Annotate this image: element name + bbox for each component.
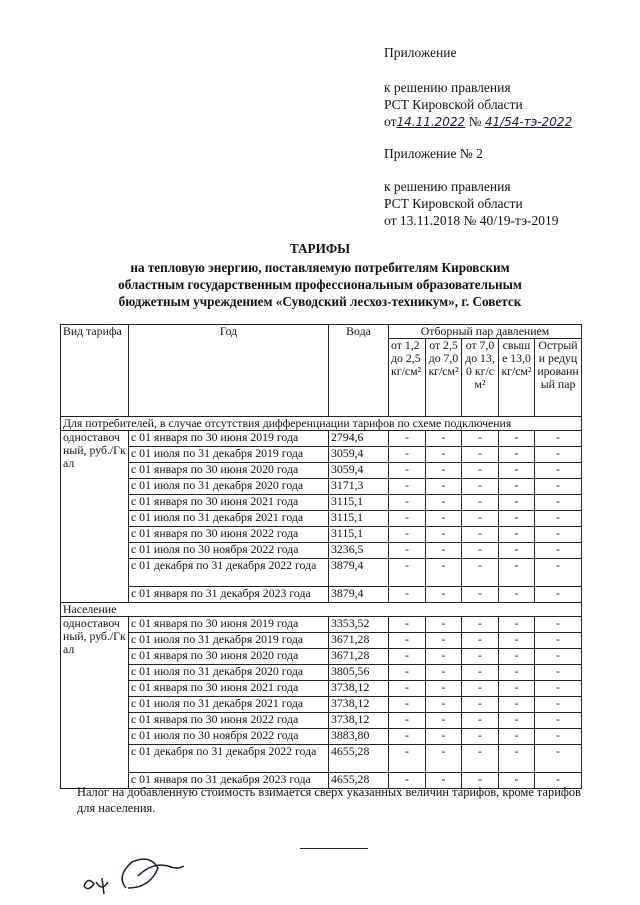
appendix-2-label: Приложение № 2 [384, 146, 483, 161]
steam-tariff-cell: - [426, 745, 462, 773]
steam-tariff-cell: - [462, 773, 499, 789]
water-tariff-cell: 3115,1 [329, 511, 389, 527]
decision-date-line [384, 113, 572, 131]
title-line-2: областным государственным профессиональным образовательным [118, 277, 522, 292]
table-row [61, 713, 582, 729]
steam-tariff-cell: - [535, 559, 582, 587]
appendix-label: Приложение [384, 45, 457, 60]
steam-tariff-cell: - [499, 649, 535, 665]
period-cell: с 01 июля по 30 ноября 2022 года [129, 729, 329, 745]
table-row [61, 527, 582, 543]
handwritten-signature [80, 848, 190, 898]
steam-tariff-cell: - [499, 681, 535, 697]
table-row [61, 559, 582, 587]
signature-rule [300, 848, 368, 849]
steam-tariff-cell: - [426, 665, 462, 681]
steam-tariff-cell: - [426, 559, 462, 587]
steam-tariff-cell: - [426, 587, 462, 603]
water-tariff-cell: 2794,6 [329, 431, 389, 447]
section-title: Для потребителей, в случае отсутствия дифференциации тарифов по схеме подключения [61, 417, 582, 431]
decision-line-2: к решению правления [384, 179, 511, 194]
period-cell: с 01 января по 30 июня 2021 года [129, 495, 329, 511]
handwritten-date: 14.11.2022 [396, 115, 466, 129]
period-cell: с 01 января по 31 декабря 2023 года [129, 773, 329, 789]
steam-tariff-cell: - [499, 559, 535, 587]
steam-tariff-cell: - [499, 697, 535, 713]
header-pressure-2: от 2,5 до 7,0 кг/см² [426, 339, 462, 417]
steam-tariff-cell: - [499, 431, 535, 447]
steam-tariff-cell: - [462, 495, 499, 511]
steam-tariff-cell: - [499, 527, 535, 543]
steam-tariff-cell: - [535, 729, 582, 745]
table-row [61, 587, 582, 603]
steam-tariff-cell: - [535, 773, 582, 789]
water-tariff-cell: 3883,80 [329, 729, 389, 745]
vat-note: Налог на добавленную стоимость взимается сверх указанных величин тарифов, кроме тарифов для населения. [77, 785, 581, 815]
table-row [61, 681, 582, 697]
water-tariff-cell: 4655,28 [329, 773, 389, 789]
steam-tariff-cell: - [499, 495, 535, 511]
steam-tariff-cell: - [535, 697, 582, 713]
steam-tariff-cell: - [389, 463, 426, 479]
steam-tariff-cell: - [535, 713, 582, 729]
steam-tariff-cell: - [389, 713, 426, 729]
steam-tariff-cell: - [426, 447, 462, 463]
steam-tariff-cell: - [389, 559, 426, 587]
water-tariff-cell: 3671,28 [329, 633, 389, 649]
steam-tariff-cell: - [499, 447, 535, 463]
section-title: Население [61, 603, 582, 617]
water-tariff-cell: 3059,4 [329, 463, 389, 479]
steam-tariff-cell: - [389, 511, 426, 527]
water-tariff-cell: 3738,12 [329, 681, 389, 697]
steam-tariff-cell: - [535, 617, 582, 633]
water-tariff-cell: 3879,4 [329, 559, 389, 587]
water-tariff-cell: 3171,3 [329, 479, 389, 495]
decision-line: к решению правления [384, 80, 511, 95]
steam-tariff-cell: - [426, 431, 462, 447]
decision-ref-line: от 13.11.2018 № 40/19-тэ-2019 [384, 213, 559, 228]
steam-tariff-cell: - [426, 495, 462, 511]
period-cell: с 01 января по 30 июня 2020 года [129, 463, 329, 479]
period-cell: с 01 декабря по 31 декабря 2022 года [129, 745, 329, 773]
steam-tariff-cell: - [426, 479, 462, 495]
steam-tariff-cell: - [499, 729, 535, 745]
table-row [61, 495, 582, 511]
steam-tariff-cell: - [389, 447, 426, 463]
steam-tariff-cell: - [499, 479, 535, 495]
water-tariff-cell: 3353,52 [329, 617, 389, 633]
steam-tariff-cell: - [462, 713, 499, 729]
header-pressure-3: от 7,0 до 13,0 кг/см² [462, 339, 499, 417]
header-year: Год [129, 325, 329, 417]
water-tariff-cell: 3115,1 [329, 495, 389, 511]
tariff-table [60, 324, 582, 789]
steam-tariff-cell: - [535, 479, 582, 495]
header-pressure-4: свыше 13,0 кг/см² [499, 339, 535, 417]
steam-tariff-cell: - [535, 431, 582, 447]
steam-tariff-cell: - [499, 713, 535, 729]
steam-tariff-cell: - [462, 479, 499, 495]
steam-tariff-cell: - [462, 511, 499, 527]
period-cell: с 01 июля по 31 декабря 2021 года [129, 697, 329, 713]
steam-tariff-cell: - [462, 587, 499, 603]
period-cell: с 01 июля по 31 декабря 2021 года [129, 511, 329, 527]
steam-tariff-cell: - [389, 729, 426, 745]
steam-tariff-cell: - [499, 773, 535, 789]
tariff-kind-cell: одноставочный, руб./Гкал [61, 617, 129, 789]
table-row [61, 431, 582, 447]
steam-tariff-cell: - [462, 681, 499, 697]
period-cell: с 01 июля по 30 ноября 2022 года [129, 543, 329, 559]
steam-tariff-cell: - [462, 527, 499, 543]
steam-tariff-cell: - [535, 447, 582, 463]
header-water: Вода [329, 325, 389, 417]
period-cell: с 01 января по 30 июня 2019 года [129, 617, 329, 633]
steam-tariff-cell: - [499, 633, 535, 649]
steam-tariff-cell: - [535, 495, 582, 511]
steam-tariff-cell: - [499, 665, 535, 681]
steam-tariff-cell: - [389, 697, 426, 713]
table-row [61, 665, 582, 681]
steam-tariff-cell: - [535, 649, 582, 665]
water-tariff-cell: 3236,5 [329, 543, 389, 559]
steam-tariff-cell: - [535, 527, 582, 543]
water-tariff-cell: 3879,4 [329, 587, 389, 603]
water-tariff-cell: 3059,4 [329, 447, 389, 463]
header-pressure-1: от 1,2 до 2,5 кг/см² [389, 339, 426, 417]
steam-tariff-cell: - [389, 773, 426, 789]
table-row [61, 617, 582, 633]
number-sign: № [468, 114, 482, 129]
table-row [61, 447, 582, 463]
title-line-1: на тепловую энергию, поставляемую потребителям Кировским [130, 260, 510, 275]
authority-line: РСТ Кировской области [384, 97, 523, 112]
water-tariff-cell: 3805,56 [329, 665, 389, 681]
steam-tariff-cell: - [499, 617, 535, 633]
steam-tariff-cell: - [426, 681, 462, 697]
steam-tariff-cell: - [535, 745, 582, 773]
steam-tariff-cell: - [426, 633, 462, 649]
table-row [61, 479, 582, 495]
steam-tariff-cell: - [535, 543, 582, 559]
header-steam: Отборный пар давлением [389, 325, 582, 339]
steam-tariff-cell: - [462, 745, 499, 773]
steam-tariff-cell: - [389, 617, 426, 633]
table-row [61, 729, 582, 745]
table-row [61, 649, 582, 665]
steam-tariff-cell: - [389, 681, 426, 697]
steam-tariff-cell: - [389, 665, 426, 681]
steam-tariff-cell: - [389, 543, 426, 559]
steam-tariff-cell: - [535, 633, 582, 649]
steam-tariff-cell: - [462, 649, 499, 665]
table-row [61, 697, 582, 713]
table-row [61, 511, 582, 527]
steam-tariff-cell: - [535, 665, 582, 681]
steam-tariff-cell: - [426, 729, 462, 745]
steam-tariff-cell: - [499, 745, 535, 773]
water-tariff-cell: 4655,28 [329, 745, 389, 773]
period-cell: с 01 июля по 31 декабря 2020 года [129, 479, 329, 495]
header-sharp-steam: Острый и редуцированный пар [535, 339, 582, 417]
period-cell: с 01 января по 30 июня 2022 года [129, 713, 329, 729]
steam-tariff-cell: - [389, 479, 426, 495]
steam-tariff-cell: - [426, 527, 462, 543]
water-tariff-cell: 3738,12 [329, 713, 389, 729]
steam-tariff-cell: - [462, 729, 499, 745]
steam-tariff-cell: - [462, 447, 499, 463]
header-kind: Вид тарифа [61, 325, 129, 417]
steam-tariff-cell: - [426, 617, 462, 633]
title-line-3: бюджетным учреждением «Суводский лесхоз-техникум», г. Советск [118, 294, 522, 309]
steam-tariff-cell: - [426, 543, 462, 559]
table-row [61, 463, 582, 479]
water-tariff-cell: 3115,1 [329, 527, 389, 543]
steam-tariff-cell: - [426, 649, 462, 665]
steam-tariff-cell: - [389, 633, 426, 649]
steam-tariff-cell: - [426, 773, 462, 789]
period-cell: с 01 января по 30 июня 2020 года [129, 649, 329, 665]
steam-tariff-cell: - [389, 649, 426, 665]
period-cell: с 01 января по 30 июня 2022 года [129, 527, 329, 543]
steam-tariff-cell: - [462, 617, 499, 633]
period-cell: с 01 января по 30 июня 2021 года [129, 681, 329, 697]
table-row [61, 543, 582, 559]
steam-tariff-cell: - [389, 745, 426, 773]
steam-tariff-cell: - [462, 431, 499, 447]
period-cell: с 01 декабря по 31 декабря 2022 года [129, 559, 329, 587]
authority-line-2: РСТ Кировской области [384, 196, 523, 211]
water-tariff-cell: 3738,12 [329, 697, 389, 713]
tariff-kind-cell: одноставочный, руб./Гкал [61, 431, 129, 603]
date-prefix: от [384, 114, 397, 129]
period-cell: с 01 января по 31 декабря 2023 года [129, 587, 329, 603]
steam-tariff-cell: - [389, 587, 426, 603]
steam-tariff-cell: - [499, 543, 535, 559]
document-title: ТАРИФЫ [289, 241, 351, 256]
steam-tariff-cell: - [535, 587, 582, 603]
table-row [61, 633, 582, 649]
steam-tariff-cell: - [499, 463, 535, 479]
steam-tariff-cell: - [462, 633, 499, 649]
steam-tariff-cell: - [462, 665, 499, 681]
steam-tariff-cell: - [462, 543, 499, 559]
water-tariff-cell: 3671,28 [329, 649, 389, 665]
steam-tariff-cell: - [462, 697, 499, 713]
period-cell: с 01 июля по 31 декабря 2020 года [129, 665, 329, 681]
steam-tariff-cell: - [535, 463, 582, 479]
steam-tariff-cell: - [535, 681, 582, 697]
period-cell: с 01 января по 30 июня 2019 года [129, 431, 329, 447]
steam-tariff-cell: - [499, 511, 535, 527]
steam-tariff-cell: - [462, 559, 499, 587]
table-row [61, 745, 582, 773]
steam-tariff-cell: - [389, 495, 426, 511]
period-cell: с 01 июля по 31 декабря 2019 года [129, 633, 329, 649]
steam-tariff-cell: - [426, 713, 462, 729]
steam-tariff-cell: - [462, 463, 499, 479]
steam-tariff-cell: - [389, 527, 426, 543]
period-cell: с 01 июля по 31 декабря 2019 года [129, 447, 329, 463]
steam-tariff-cell: - [426, 697, 462, 713]
steam-tariff-cell: - [499, 587, 535, 603]
steam-tariff-cell: - [426, 463, 462, 479]
steam-tariff-cell: - [535, 511, 582, 527]
steam-tariff-cell: - [389, 431, 426, 447]
steam-tariff-cell: - [426, 511, 462, 527]
handwritten-number: 41/54-тэ-2022 [484, 115, 573, 129]
